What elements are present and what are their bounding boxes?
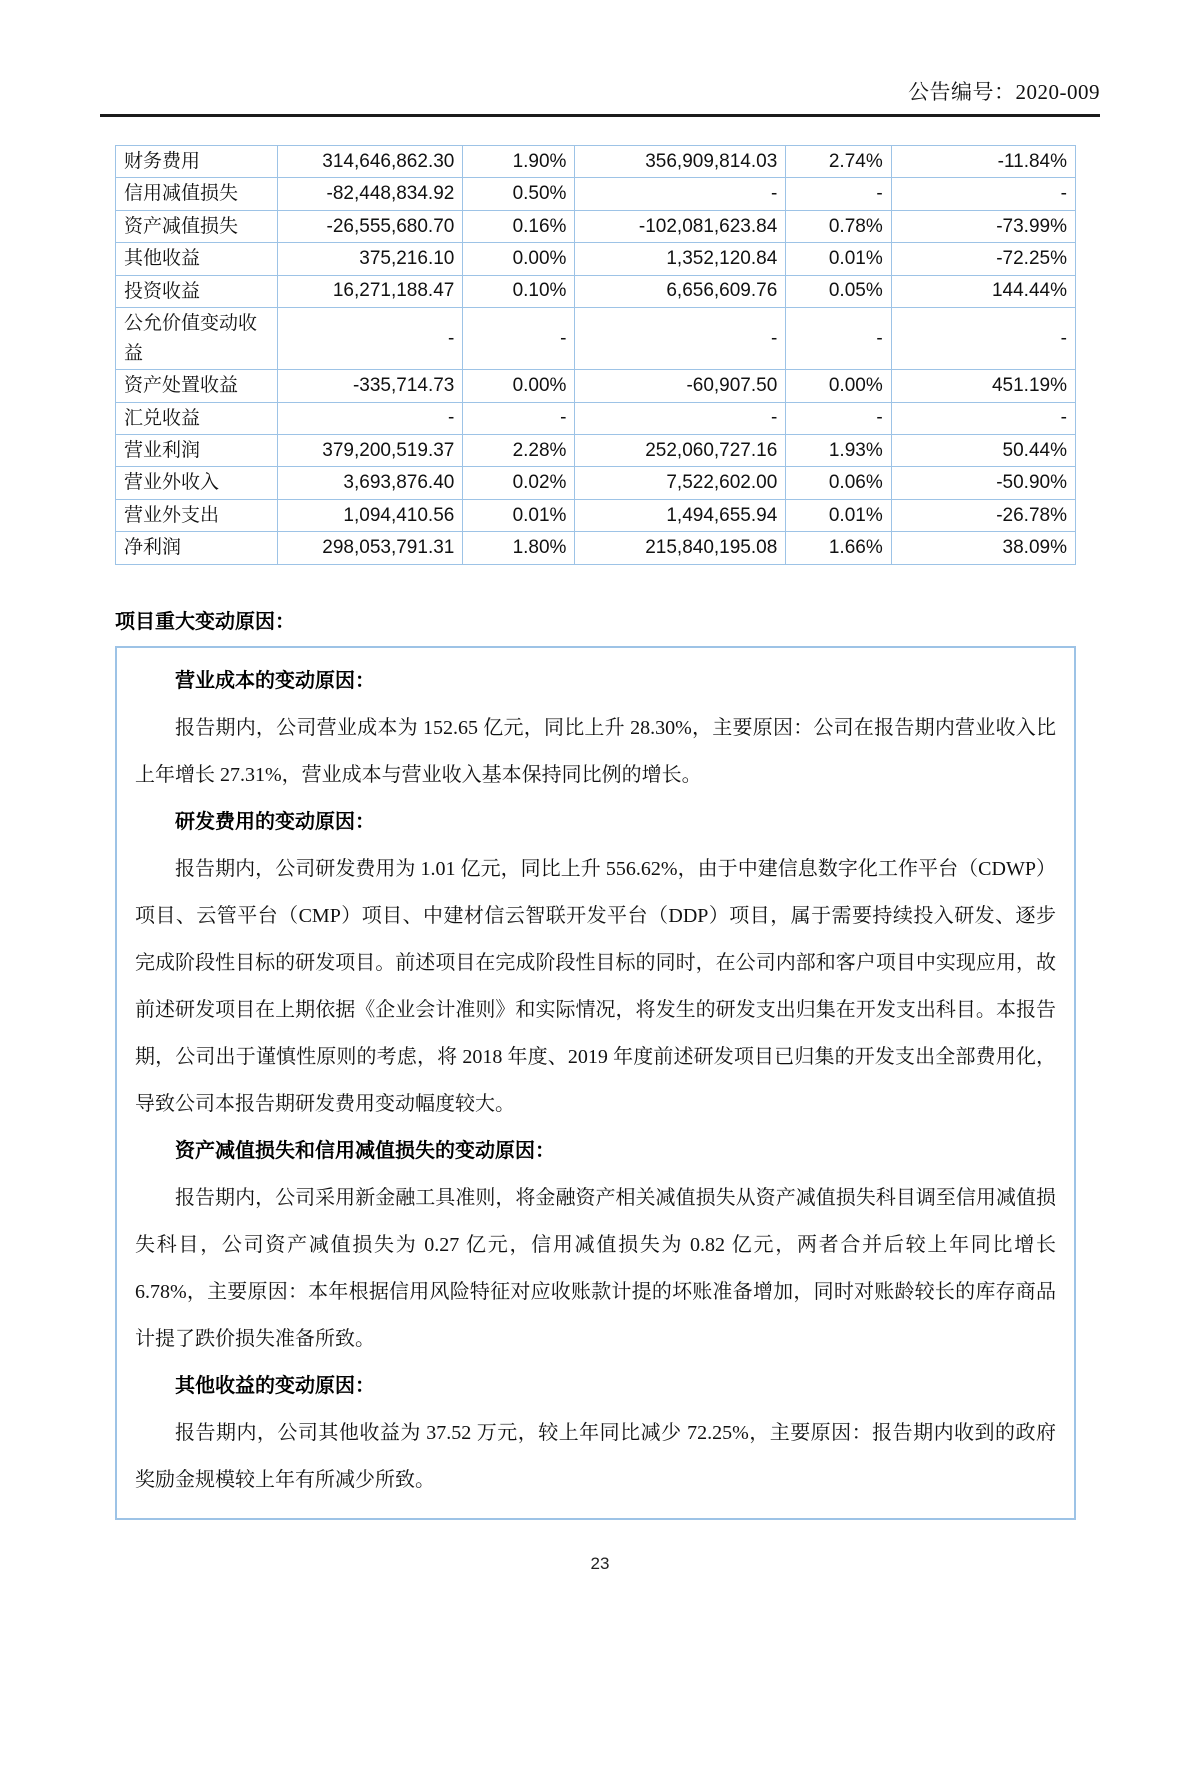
current-ratio-cell: - [463,402,575,434]
prior-ratio-cell: - [786,402,891,434]
change-ratio-cell: - [891,308,1075,370]
reason-heading: 其他收益的变动原因： [175,1374,375,1397]
table-row [116,210,1076,242]
prior-ratio-cell: 1.66% [786,532,891,564]
current-ratio-cell: 0.00% [463,243,575,275]
reason-heading: 研发费用的变动原因： [175,810,375,833]
current-amount-cell: -82,448,834.92 [278,178,463,210]
current-amount-cell: 375,216.10 [278,243,463,275]
table-row [116,146,1076,178]
prior-amount-cell: 1,494,655.94 [575,499,786,531]
item-label-cell: 营业外支出 [116,499,278,531]
page-footer [0,1554,1200,1574]
change-ratio-cell: -11.84% [891,146,1075,178]
prior-ratio-cell: 0.00% [786,370,891,402]
change-ratio-cell: 451.19% [891,370,1075,402]
table-row [116,308,1076,370]
reason-heading: 资产减值损失和信用减值损失的变动原因： [175,1139,555,1162]
prior-amount-cell: -60,907.50 [575,370,786,402]
current-ratio-cell: 0.10% [463,275,575,307]
current-ratio-cell: 1.90% [463,146,575,178]
current-amount-cell: 298,053,791.31 [278,532,463,564]
prior-amount-cell: 7,522,602.00 [575,467,786,499]
current-ratio-cell: 0.16% [463,210,575,242]
current-amount-cell: 16,271,188.47 [278,275,463,307]
current-ratio-cell: 1.80% [463,532,575,564]
current-amount-cell: - [278,308,463,370]
change-ratio-cell: 144.44% [891,275,1075,307]
item-label-cell: 净利润 [116,532,278,564]
prior-ratio-cell: 1.93% [786,434,891,466]
current-amount-cell: 379,200,519.37 [278,434,463,466]
table-row [116,434,1076,466]
change-ratio-cell: -72.25% [891,243,1075,275]
prior-ratio-cell: - [786,308,891,370]
reason-paragraph: 报告期内，公司营业成本为 152.65 亿元，同比上升 28.30%，主要原因：公司在报告期内营业收入比上年增长 27.31%，营业成本与营业收入基本保持同比例的增长。 [135,716,1056,786]
table-row [116,402,1076,434]
prior-ratio-cell: 0.06% [786,467,891,499]
reason-paragraph: 报告期内，公司其他收益为 37.52 万元，较上年同比减少 72.25%，主要原因：报告期内收到的政府奖励金规模较上年有所减少所致。 [135,1421,1056,1491]
reason-paragraph: 报告期内，公司采用新金融工具准则，将金融资产相关减值损失从资产减值损失科目调至信用减值损失科目，公司资产减值损失为 0.27 亿元，信用减值损失为 0.82 亿元，两者合并后较上年同比增长 6.78%，主要原因：本年根据信用风险特征对应收账款计提的坏账准备增加，同时对账龄较长的库存商品计提了跌价损失准备所致。 [135,1186,1056,1350]
item-label-cell: 资产处置收益 [116,370,278,402]
current-ratio-cell: 0.01% [463,499,575,531]
financial-items-table [115,145,1076,565]
table-row [116,370,1076,402]
prior-amount-cell: - [575,402,786,434]
prior-amount-cell: 6,656,609.76 [575,275,786,307]
prior-amount-cell: 356,909,814.03 [575,146,786,178]
item-label-cell: 汇兑收益 [116,402,278,434]
change-ratio-cell: - [891,402,1075,434]
item-label-cell: 信用减值损失 [116,178,278,210]
table-row [116,532,1076,564]
prior-ratio-cell: - [786,178,891,210]
reasons-box [115,646,1076,1520]
current-amount-cell: -26,555,680.70 [278,210,463,242]
prior-amount-cell: - [575,178,786,210]
document-page [0,76,1200,1773]
prior-ratio-cell: 2.74% [786,146,891,178]
page-number: 23 [590,1553,610,1573]
change-ratio-cell: - [891,178,1075,210]
item-label-cell: 投资收益 [116,275,278,307]
item-label-cell: 营业外收入 [116,467,278,499]
table-row [116,243,1076,275]
current-amount-cell: 1,094,410.56 [278,499,463,531]
change-ratio-cell: 50.44% [891,434,1075,466]
prior-amount-cell: 215,840,195.08 [575,532,786,564]
financial-table-container [115,145,1200,565]
current-amount-cell: - [278,402,463,434]
change-ratio-cell: -50.90% [891,467,1075,499]
item-label-cell: 其他收益 [116,243,278,275]
item-label-cell: 公允价值变动收益 [116,308,278,370]
table-row [116,467,1076,499]
change-ratio-cell: 38.09% [891,532,1075,564]
reason-paragraph: 报告期内，公司研发费用为 1.01 亿元，同比上升 556.62%，由于中建信息数字化工作平台（CDWP）项目、云管平台（CMP）项目、中建材信云智联开发平台（DDP）项目，属于需要持续投入研发、逐步完成阶段性目标的研发项目。前述项目在完成阶段性目标的同时，在公司内部和客户项目中实现应用，故前述研发项目在上期依据《企业会计准则》和实际情况，将发生的研发支出归集在开发支出科目。本报告期，公司出于谨慎性原则的考虑，将 2018 年度、2019 年度前述研发项目已归集的开发支出全部费用化，导致公司本报告期研发费用变动幅度较大。 [135,857,1056,1115]
prior-amount-cell: - [575,308,786,370]
current-ratio-cell: 2.28% [463,434,575,466]
reason-heading: 营业成本的变动原因： [175,669,375,692]
table-row [116,275,1076,307]
current-ratio-cell: 0.50% [463,178,575,210]
current-ratio-cell: 0.00% [463,370,575,402]
prior-amount-cell: 1,352,120.84 [575,243,786,275]
prior-amount-cell: -102,081,623.84 [575,210,786,242]
table-row [116,499,1076,531]
current-ratio-cell: - [463,308,575,370]
current-ratio-cell: 0.02% [463,467,575,499]
item-label-cell: 财务费用 [116,146,278,178]
change-ratio-cell: -73.99% [891,210,1075,242]
prior-ratio-cell: 0.78% [786,210,891,242]
prior-amount-cell: 252,060,727.16 [575,434,786,466]
current-amount-cell: 3,693,876.40 [278,467,463,499]
prior-ratio-cell: 0.01% [786,243,891,275]
item-label-cell: 资产减值损失 [116,210,278,242]
table-row [116,178,1076,210]
change-ratio-cell: -26.78% [891,499,1075,531]
section-title: 项目重大变动原因： [115,610,295,633]
page-header [100,76,1100,117]
current-amount-cell: -335,714.73 [278,370,463,402]
prior-ratio-cell: 0.05% [786,275,891,307]
announcement-number: 公告编号：2020-009 [908,80,1100,104]
current-amount-cell: 314,646,862.30 [278,146,463,178]
item-label-cell: 营业利润 [116,434,278,466]
prior-ratio-cell: 0.01% [786,499,891,531]
